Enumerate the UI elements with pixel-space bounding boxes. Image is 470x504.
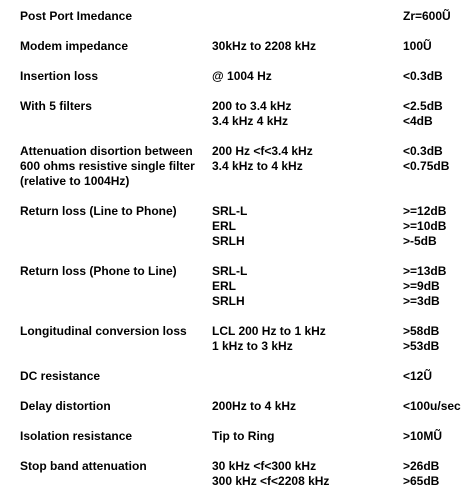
spec-value-line: >=10dB (403, 219, 447, 233)
spec-parameter-cell (20, 99, 212, 114)
spec-parameter-cell (20, 429, 212, 444)
spec-condition-line: 3.4 kHz to 4 kHz (212, 159, 303, 173)
spec-row (20, 264, 466, 309)
spec-condition-line: 200Hz to 4 kHz (212, 399, 297, 413)
spec-parameter-line: Insertion loss (20, 69, 99, 83)
spec-condition-cell (212, 324, 403, 354)
spec-value-cell (403, 429, 466, 444)
spec-parameter-cell (20, 39, 212, 54)
spec-value-cell (403, 369, 466, 384)
spec-row (20, 324, 466, 354)
spec-parameter-line: Return loss (Line to Phone) (20, 204, 177, 218)
spec-value-line: >=3dB (403, 294, 440, 308)
spec-condition-line: SRLH (212, 294, 245, 308)
spec-condition-cell (212, 204, 403, 249)
spec-parameter-line: Modem impedance (20, 39, 129, 53)
spec-condition-line: SRL-L (212, 264, 248, 278)
spec-condition-line: 1 kHz to 3 kHz (212, 339, 293, 353)
spec-condition-line: ERL (212, 279, 236, 293)
spec-condition-cell (212, 429, 403, 444)
spec-condition-cell (212, 264, 403, 309)
spec-condition-line: 30 kHz <f<300 kHz (212, 459, 317, 473)
spec-value-line: Zr=600Ũ (403, 9, 451, 23)
spec-parameter-line: Post Port Imedance (20, 9, 133, 23)
spec-condition-line: Tip to Ring (212, 429, 275, 443)
spec-value-line: >26dB (403, 459, 440, 473)
spec-condition-line: 200 to 3.4 kHz (212, 99, 292, 113)
spec-value-line: <2.5dB (403, 99, 443, 113)
spec-parameter-cell (20, 399, 212, 414)
spec-parameter-line: Delay distortion (20, 399, 111, 413)
spec-condition-cell (212, 39, 403, 54)
spec-row (20, 459, 466, 489)
spec-condition-cell (212, 459, 403, 489)
spec-value-cell (403, 324, 466, 354)
specification-table (20, 9, 466, 504)
spec-parameter-cell (20, 144, 212, 189)
spec-row (20, 399, 466, 414)
spec-parameter-line: Stop band attenuation (20, 459, 147, 473)
spec-value-cell (403, 39, 466, 54)
spec-row (20, 39, 466, 54)
spec-row (20, 99, 466, 129)
spec-parameter-cell (20, 204, 212, 219)
spec-value-line: <0.3dB (403, 69, 443, 83)
spec-row (20, 69, 466, 84)
spec-value-line: <4dB (403, 114, 433, 128)
spec-parameter-line: Return loss (Phone to Line) (20, 264, 177, 278)
spec-value-line: >10MŨ (403, 429, 443, 443)
spec-parameter-cell (20, 369, 212, 384)
spec-value-line: >=12dB (403, 204, 447, 218)
spec-condition-line: 30kHz to 2208 kHz (212, 39, 317, 53)
spec-condition-line: LCL 200 Hz to 1 kHz (212, 324, 326, 338)
spec-parameter-line: Attenuation disortion between (20, 144, 193, 158)
spec-value-line: >65dB (403, 474, 440, 488)
spec-condition-cell (212, 144, 403, 174)
spec-value-line: >=13dB (403, 264, 447, 278)
spec-row (20, 429, 466, 444)
spec-parameter-cell (20, 264, 212, 279)
spec-parameter-cell (20, 9, 212, 24)
spec-condition-line: SRL-L (212, 204, 248, 218)
spec-row (20, 9, 466, 24)
spec-value-cell (403, 204, 466, 249)
spec-parameter-cell (20, 69, 212, 84)
spec-row (20, 204, 466, 249)
spec-row (20, 144, 466, 189)
spec-value-cell (403, 399, 466, 414)
spec-parameter-line: DC resistance (20, 369, 101, 383)
spec-parameter-line: Longitudinal conversion loss (20, 324, 187, 338)
spec-value-line: <100u/sec (403, 399, 461, 413)
spec-condition-line: ERL (212, 219, 236, 233)
spec-condition-line: 300 kHz <f<2208 kHz (212, 474, 330, 488)
spec-value-line: >53dB (403, 339, 440, 353)
spec-value-cell (403, 144, 466, 174)
spec-value-cell (403, 459, 466, 489)
spec-row (20, 369, 466, 384)
spec-parameter-line: 600 ohms resistive single filter (20, 159, 195, 173)
spec-parameter-cell (20, 324, 212, 339)
spec-value-line: >58dB (403, 324, 440, 338)
spec-condition-line: 3.4 kHz 4 kHz (212, 114, 289, 128)
spec-value-cell (403, 264, 466, 309)
spec-parameter-line: With 5 filters (20, 99, 92, 113)
spec-value-line: >-5dB (403, 234, 437, 248)
spec-value-cell (403, 69, 466, 84)
spec-condition-cell (212, 69, 403, 84)
spec-value-line: >=9dB (403, 279, 440, 293)
spec-condition-cell (212, 399, 403, 414)
spec-condition-line: @ 1004 Hz (212, 69, 272, 83)
spec-parameter-line: (relative to 1004Hz) (20, 174, 130, 188)
spec-parameter-cell (20, 459, 212, 474)
spec-condition-cell (212, 99, 403, 129)
spec-value-line: 100Ũ (403, 39, 432, 53)
spec-value-cell (403, 99, 466, 129)
spec-value-line: <0.75dB (403, 159, 450, 173)
spec-condition-line: 200 Hz <f<3.4 kHz (212, 144, 313, 158)
spec-value-cell (403, 9, 466, 24)
spec-value-line: <12Ũ (403, 369, 433, 383)
spec-value-line: <0.3dB (403, 144, 443, 158)
spec-parameter-line: Isolation resistance (20, 429, 133, 443)
spec-condition-line: SRLH (212, 234, 245, 248)
